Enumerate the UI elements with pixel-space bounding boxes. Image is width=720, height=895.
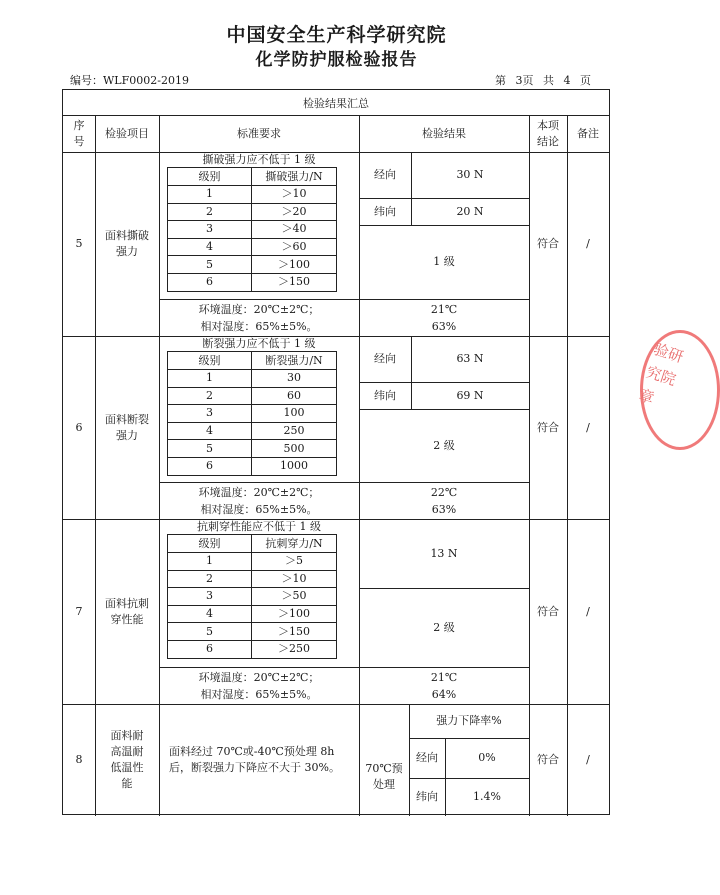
- row8-dir-warp: 经向: [416, 751, 438, 764]
- row8-dir-weft: 纬向: [416, 790, 438, 803]
- row8-conclusion: 符合: [537, 753, 559, 766]
- row6-level-table: 级别 断裂强力/N 1 30 2 60 3 100 4 250 5 500 6 1000: [167, 351, 337, 476]
- row7-conclusion: 符合: [537, 604, 559, 618]
- row7-grade: 2 级: [433, 620, 455, 634]
- row8-value-warp: 0%: [478, 751, 496, 764]
- row8-item: 面料耐高温耐低温性能: [110, 729, 144, 790]
- row8-pretreatment: 70℃预处理: [365, 762, 403, 791]
- row6-value-weft: 69 N: [456, 388, 484, 402]
- row7-item: 面料抗刺穿性能: [105, 596, 149, 626]
- row6-grade: 2 级: [433, 438, 455, 452]
- org-name: 中国安全生产科学研究院: [226, 24, 447, 46]
- row6-env-humidity: 相对湿度：65%±5%。: [200, 502, 318, 516]
- header-item: 检验项目: [105, 127, 149, 140]
- row6-conclusion: 符合: [537, 420, 559, 434]
- row6-env-temp: 环境温度：20℃±2℃；: [198, 485, 320, 499]
- row5-std-title: 撕破强力应不低于 1 级: [202, 152, 316, 166]
- row8-standard: 面料经过 70℃或-40℃预处理 8h 后，断裂强力下降应不大于 30%。: [169, 745, 340, 774]
- row7-remark: /: [586, 604, 590, 618]
- header-standard: 标准要求: [237, 127, 281, 140]
- report-number: 编号：WLF0002-2019: [70, 74, 189, 87]
- header-result: 检验结果: [422, 127, 466, 140]
- row7-std-title: 抗刺穿性能应不低于 1 级: [197, 519, 321, 533]
- row5-dir-warp: 经向: [374, 168, 396, 181]
- row7-env-humidity-value: 64%: [431, 687, 457, 701]
- row7-value: 13 N: [430, 546, 458, 560]
- row5-env-temp: 环境温度：20℃±2℃；: [198, 302, 320, 316]
- row5-item: 面料撕破强力: [105, 229, 149, 258]
- results-table: [62, 89, 610, 815]
- row8-seq: 8: [75, 753, 83, 766]
- row5-remark: /: [586, 237, 590, 250]
- row7-seq: 7: [75, 604, 83, 618]
- row5-env-humidity: 相对湿度：65%±5%。: [200, 319, 318, 333]
- row8-remark: /: [586, 753, 590, 766]
- row5-env-humidity-value: 63%: [431, 319, 457, 333]
- row5-conclusion: 符合: [537, 237, 559, 250]
- row6-item: 面料断裂强力: [105, 412, 149, 442]
- row7-level-table: 级别 抗刺穿力/N 1 ＞5 2 ＞10 3 ＞50 4 ＞100 5 ＞150 6 ＞250: [167, 534, 337, 659]
- row6-remark: /: [586, 420, 590, 434]
- row6-dir-warp: 经向: [374, 352, 396, 365]
- page-indicator: 第 3页 共 4 页: [495, 74, 591, 87]
- row6-value-warp: 63 N: [456, 352, 484, 365]
- row8-value-weft: 1.4%: [473, 790, 501, 803]
- row5-value-weft: 20 N: [456, 204, 484, 218]
- row7-env-humidity: 相对湿度：65%±5%。: [200, 687, 318, 701]
- header-remark: 备注: [577, 127, 599, 140]
- row6-seq: 6: [75, 420, 83, 434]
- row5-env-temp-value: 21℃: [430, 302, 458, 316]
- row8-result-title: 强力下降率%: [436, 714, 502, 727]
- row5-dir-weft: 纬向: [374, 204, 396, 218]
- row6-std-title: 断裂强力应不低于 1 级: [202, 336, 316, 350]
- seal-stamp-text: 验研究院章: [636, 339, 686, 408]
- row5-grade: 1 级: [433, 255, 455, 268]
- row5-seq: 5: [75, 237, 83, 250]
- row7-env-temp: 环境温度：20℃±2℃；: [198, 670, 320, 684]
- header-seq: 序号: [73, 119, 85, 148]
- row6-dir-weft: 纬向: [374, 388, 396, 402]
- header-conclusion: 本项结论: [537, 119, 559, 148]
- row6-env-temp-value: 22℃: [430, 485, 458, 499]
- row5-level-table: 级别 撕破强力/N 1 ＞10 2 ＞20 3 ＞40 4 ＞60 5 ＞100 6 ＞150: [167, 167, 337, 292]
- row7-env-temp-value: 21℃: [430, 670, 458, 684]
- report-title: 化学防护服检验报告: [255, 50, 418, 70]
- row5-value-warp: 30 N: [456, 168, 484, 181]
- table-caption: 检验结果汇总: [63, 90, 609, 116]
- row6-env-humidity-value: 63%: [431, 502, 457, 516]
